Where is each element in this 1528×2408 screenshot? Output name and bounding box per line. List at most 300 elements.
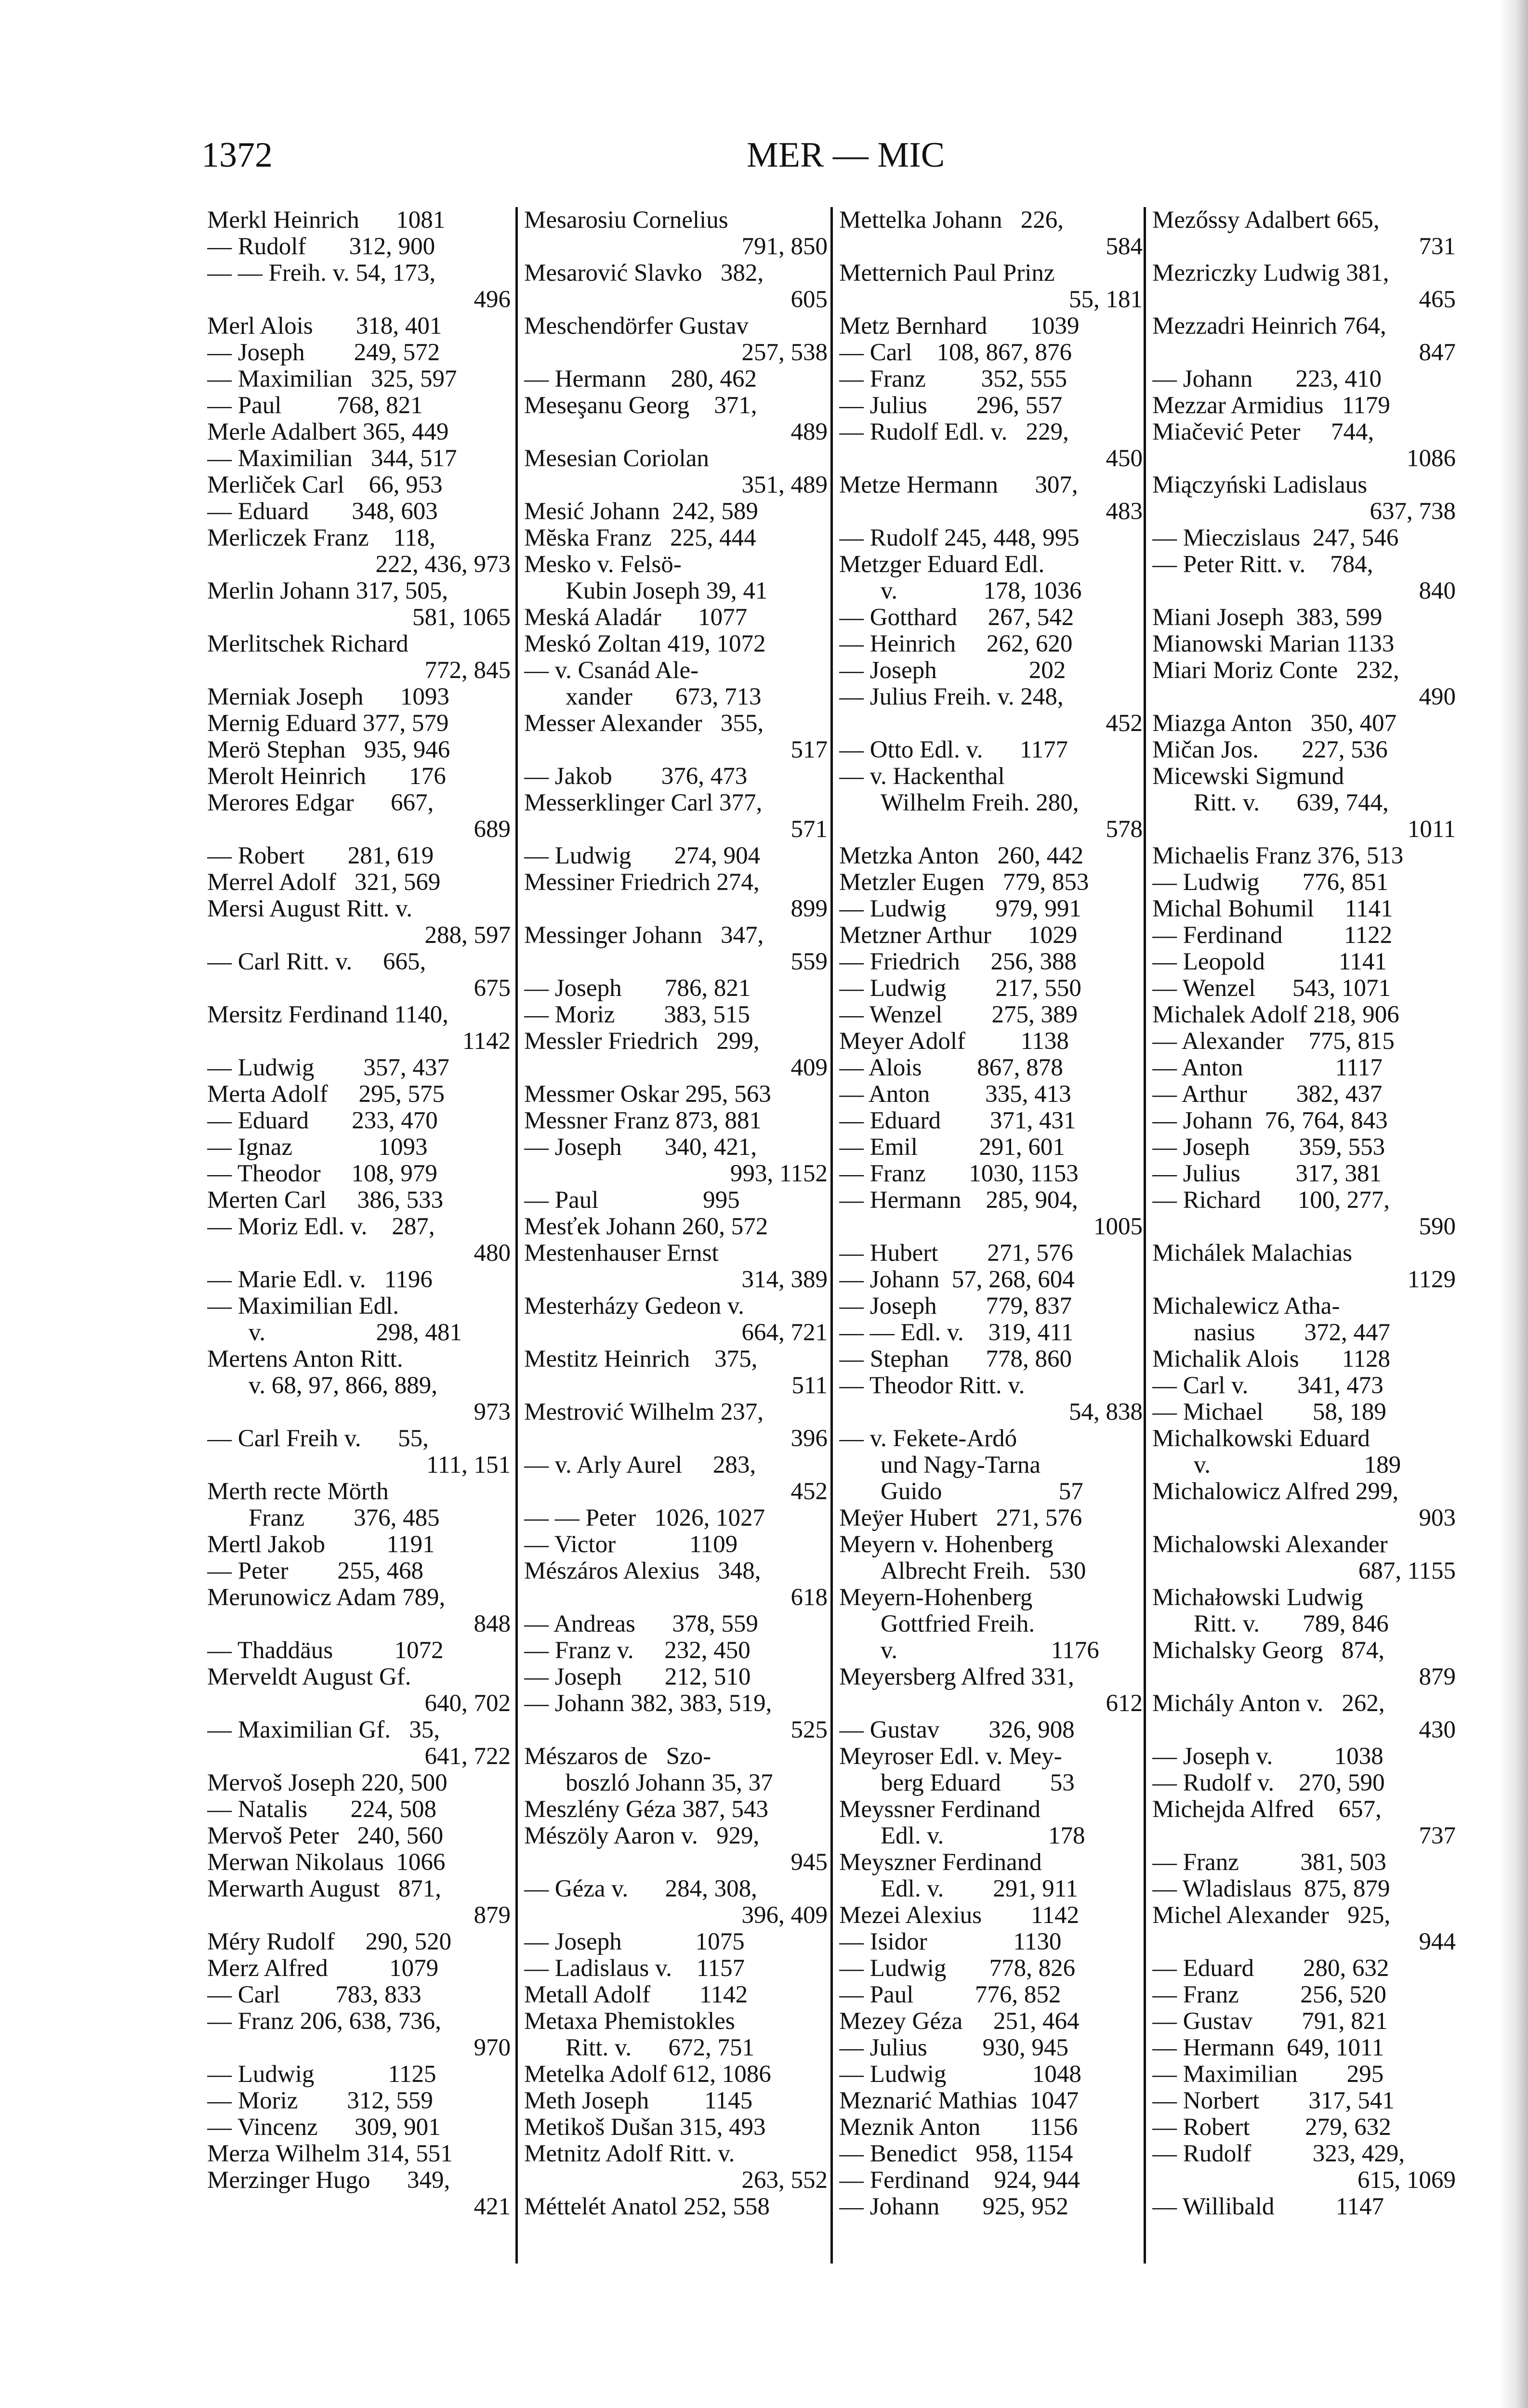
index-line: berg Eduard 53 xyxy=(881,1770,1075,1796)
index-line: — — Edl. v. 319, 411 xyxy=(839,1320,1074,1346)
index-line: — Ludwig 357, 437 xyxy=(207,1055,449,1081)
index-line: — Benedict 958, 1154 xyxy=(839,2141,1073,2167)
index-line: Merlitschek Richard xyxy=(207,631,408,657)
index-line: Meznik Anton 1156 xyxy=(839,2114,1078,2141)
index-line: Metaxa Phemistokles xyxy=(524,2008,735,2035)
index-line: Meyroser Edl. v. Mey- xyxy=(839,1743,1062,1770)
index-line: 689 xyxy=(474,816,511,843)
index-line: — Maximilian Edl. xyxy=(207,1293,399,1320)
page-edge-shadow xyxy=(1499,0,1528,2408)
index-line: 590 xyxy=(1419,1214,1456,1240)
index-column-1 xyxy=(207,207,511,2220)
index-line: Meyern-Hohenberg xyxy=(839,1584,1033,1611)
index-line: — Carl v. 341, 473 xyxy=(1152,1373,1383,1399)
index-line: Merliček Carl 66, 953 xyxy=(207,472,443,498)
index-line: — Norbert 317, 541 xyxy=(1152,2088,1395,2114)
index-line: 879 xyxy=(1419,1664,1456,1690)
index-line: — Gustav 791, 821 xyxy=(1152,2008,1388,2035)
index-line: — v. Arly Aurel 283, xyxy=(524,1452,756,1479)
index-line: Metze Hermann 307, xyxy=(839,472,1078,498)
index-line: — Joseph 779, 837 xyxy=(839,1293,1072,1320)
index-line: — Julius Freih. v. 248, xyxy=(839,684,1064,710)
index-line: 421 xyxy=(474,2194,511,2220)
index-line: — Rudolf 323, 429, xyxy=(1152,2141,1405,2167)
index-line: — Joseph 212, 510 xyxy=(524,1664,751,1690)
index-line: Edl. v. 291, 911 xyxy=(881,1876,1078,1902)
index-line: — Carl Freih v. 55, xyxy=(207,1426,429,1452)
index-line: — Wladislaus 875, 879 xyxy=(1152,1876,1390,1902)
index-line: Michaelis Franz 376, 513 xyxy=(1152,843,1404,869)
index-line: 847 xyxy=(1419,340,1456,366)
index-line: — Michael 58, 189 xyxy=(1152,1399,1386,1426)
index-line: Albrecht Freih. 530 xyxy=(881,1558,1086,1584)
index-line: Mervoš Peter 240, 560 xyxy=(207,1823,444,1849)
index-line: Mertens Anton Ritt. xyxy=(207,1346,403,1373)
index-line: 490 xyxy=(1419,684,1456,710)
index-line: Wilhelm Freih. 280, xyxy=(881,790,1079,816)
index-line: 944 xyxy=(1419,1929,1456,1955)
index-line: v. 189 xyxy=(1194,1452,1401,1479)
index-line: — Mieczislaus 247, 546 xyxy=(1152,525,1399,551)
index-line: — Ferdinand 924, 944 xyxy=(839,2167,1080,2194)
index-line: Michalsky Georg 874, xyxy=(1152,1637,1385,1664)
index-line: — — Freih. v. 54, 173, xyxy=(207,260,436,287)
page-number: 1372 xyxy=(201,135,273,175)
index-line: Metikoš Dušan 315, 493 xyxy=(524,2114,766,2141)
index-line: Miari Moriz Conte 232, xyxy=(1152,657,1399,684)
index-line: — Rudolf v. 270, 590 xyxy=(1152,1770,1385,1796)
index-line: Merrel Adolf 321, 569 xyxy=(207,869,441,896)
index-line: Mezriczky Ludwig 381, xyxy=(1152,260,1389,287)
index-line: Merunowicz Adam 789, xyxy=(207,1584,446,1611)
index-line: — Eduard 371, 431 xyxy=(839,1108,1076,1134)
index-line: — Maximilian 325, 597 xyxy=(207,366,457,393)
index-line: — Anton 1117 xyxy=(1152,1055,1383,1081)
index-line: Merwan Nikolaus 1066 xyxy=(207,1849,446,1876)
index-line: 581, 1065 xyxy=(412,604,511,631)
index-line: Meschendörfer Gustav xyxy=(524,313,749,340)
index-line: xander 673, 713 xyxy=(566,684,762,710)
index-line: — Hermann 285, 904, xyxy=(839,1187,1078,1214)
index-columns xyxy=(207,207,1469,2336)
index-line: Michálek Malachias xyxy=(1152,1240,1352,1267)
index-line: Méttelét Anatol 252, 558 xyxy=(524,2194,770,2220)
index-line: Michalkowski Eduard xyxy=(1152,1426,1370,1452)
index-line: Metzner Arthur 1029 xyxy=(839,922,1078,949)
index-line: — Theodor Ritt. v. xyxy=(839,1373,1025,1399)
index-line: Meská Aladár 1077 xyxy=(524,604,748,631)
index-line: — Stephan 778, 860 xyxy=(839,1346,1072,1373)
index-line: Michel Alexander 925, xyxy=(1152,1902,1391,1929)
index-line: Meszlény Géza 387, 543 xyxy=(524,1796,769,1823)
index-line: — — Peter 1026, 1027 xyxy=(524,1505,765,1531)
index-line: — Ludwig 778, 826 xyxy=(839,1955,1076,1982)
index-line: Messinger Johann 347, xyxy=(524,922,764,949)
index-line: Mesesian Coriolan xyxy=(524,445,709,472)
index-column-4 xyxy=(1152,207,1456,2220)
index-line: Metelka Adolf 612, 1086 xyxy=(524,2061,771,2088)
index-line: 517 xyxy=(790,737,828,763)
index-line: Merniak Joseph 1093 xyxy=(207,684,449,710)
index-line: — Willibald 1147 xyxy=(1152,2194,1384,2220)
index-line: — Géza v. 284, 308, xyxy=(524,1876,757,1902)
index-line: — v. Hackenthal xyxy=(839,763,1005,790)
index-line: — Franz 381, 503 xyxy=(1152,1849,1386,1876)
index-line: — Franz 256, 520 xyxy=(1152,1982,1386,2008)
index-line: 263, 552 xyxy=(741,2167,828,2194)
index-line: — Franz 1030, 1153 xyxy=(839,1161,1079,1187)
index-line: — Johann 223, 410 xyxy=(1152,366,1382,393)
index-line: Merlin Johann 317, 505, xyxy=(207,578,448,604)
index-line: Michal Bohumil 1141 xyxy=(1152,896,1393,922)
index-line: — Alexander 775, 815 xyxy=(1152,1028,1395,1055)
index-line: — Anton 335, 413 xyxy=(839,1081,1071,1108)
index-line: 973 xyxy=(474,1399,511,1426)
index-line: Metz Bernhard 1039 xyxy=(839,313,1080,340)
index-line: Merten Carl 386, 533 xyxy=(207,1187,444,1214)
index-line: — Heinrich 262, 620 xyxy=(839,631,1073,657)
index-line: Michalowski Alexander xyxy=(1152,1531,1388,1558)
index-line: — Carl Ritt. v. 665, xyxy=(207,949,426,975)
index-line: Michejda Alfred 657, xyxy=(1152,1796,1382,1823)
index-line: Merle Adalbert 365, 449 xyxy=(207,419,449,445)
index-line: 737 xyxy=(1419,1823,1456,1849)
index-line: — Jakob 376, 473 xyxy=(524,763,748,790)
index-line: — Ignaz 1093 xyxy=(207,1134,428,1161)
index-line: nasius 372, 447 xyxy=(1194,1320,1390,1346)
index-line: 55, 181 xyxy=(1069,287,1143,313)
index-line: Mészáros Alexius 348, xyxy=(524,1558,761,1584)
index-line: — Richard 100, 277, xyxy=(1152,1187,1390,1214)
index-line: — Peter 255, 468 xyxy=(207,1558,424,1584)
index-line: Meseşanu Georg 371, xyxy=(524,393,757,419)
index-line: Metall Adolf 1142 xyxy=(524,1982,748,2008)
index-line: Meskó Zoltan 419, 1072 xyxy=(524,631,766,657)
index-line: Meznarić Mathias 1047 xyxy=(839,2088,1079,2114)
index-line: 637, 738 xyxy=(1370,498,1456,525)
index-line: — Wenzel 543, 1071 xyxy=(1152,975,1391,1002)
index-line: Mestrović Wilhelm 237, xyxy=(524,1399,764,1426)
index-line: v. 68, 97, 866, 889, xyxy=(249,1373,437,1399)
index-line: — Theodor 108, 979 xyxy=(207,1161,437,1187)
index-line: Michałowski Ludwig xyxy=(1152,1584,1363,1611)
index-line: 993, 1152 xyxy=(730,1161,828,1187)
index-line: Mersitz Ferdinand 1140, xyxy=(207,1002,448,1028)
index-line: Merta Adolf 295, 575 xyxy=(207,1081,445,1108)
index-line: — Eduard 280, 632 xyxy=(1152,1955,1389,1982)
index-line: 578 xyxy=(1106,816,1143,843)
index-line: — Hermann 649, 1011 xyxy=(1152,2035,1384,2061)
index-line: 618 xyxy=(790,1584,828,1611)
index-line: Merth recte Mörth xyxy=(207,1479,389,1505)
index-line: Metnitz Adolf Ritt. v. xyxy=(524,2141,735,2167)
index-line: Miączyński Ladislaus xyxy=(1152,472,1368,498)
index-line: 430 xyxy=(1419,1717,1456,1743)
index-line: Merzinger Hugo 349, xyxy=(207,2167,450,2194)
index-line: 640, 702 xyxy=(424,1690,511,1717)
index-line: Mesťek Johann 260, 572 xyxy=(524,1214,768,1240)
index-line: 840 xyxy=(1419,578,1456,604)
index-line: Mesić Johann 242, 589 xyxy=(524,498,758,525)
index-line: 222, 436, 973 xyxy=(375,551,511,578)
index-line: Merores Edgar 667, xyxy=(207,790,434,816)
index-line: Merveldt August Gf. xyxy=(207,1664,411,1690)
index-line: 452 xyxy=(1106,710,1143,737)
index-line: 480 xyxy=(474,1240,511,1267)
index-line: Messmer Oskar 295, 563 xyxy=(524,1081,771,1108)
index-line: — Franz 352, 555 xyxy=(839,366,1067,393)
index-line: — Hermann 280, 462 xyxy=(524,366,757,393)
index-line: Merwarth August 871, xyxy=(207,1876,441,1902)
index-line: 54, 838 xyxy=(1069,1399,1143,1426)
index-line: Michalowicz Alfred 299, xyxy=(1152,1479,1399,1505)
index-line: und Nagy-Tarna xyxy=(881,1452,1041,1479)
index-line: — Joseph 786, 821 xyxy=(524,975,751,1002)
index-line: Edl. v. 178 xyxy=(881,1823,1085,1849)
index-line: 584 xyxy=(1106,234,1143,260)
index-line: 571 xyxy=(790,816,828,843)
index-line: 489 xyxy=(790,419,828,445)
index-line: — Gustav 326, 908 xyxy=(839,1717,1075,1743)
index-line: — Wenzel 275, 389 xyxy=(839,1002,1078,1028)
index-line: v. 178, 1036 xyxy=(881,578,1082,604)
index-line: — Julius 296, 557 xyxy=(839,393,1063,419)
index-line: — Rudolf Edl. v. 229, xyxy=(839,419,1069,445)
index-line: 257, 538 xyxy=(741,340,828,366)
index-line: — Paul 776, 852 xyxy=(839,1982,1061,2008)
index-line: Franz 376, 485 xyxy=(249,1505,440,1531)
index-line: 848 xyxy=(474,1611,511,1637)
index-line: — Ludwig 776, 851 xyxy=(1152,869,1389,896)
index-line: 879 xyxy=(474,1902,511,1929)
index-line: — Ferdinand 1122 xyxy=(1152,922,1393,949)
index-line: Mettelka Johann 226, xyxy=(839,207,1064,234)
index-line: Mervoš Joseph 220, 500 xyxy=(207,1770,448,1796)
index-line: 1011 xyxy=(1407,816,1456,843)
index-line: — Maximilian 344, 517 xyxy=(207,445,457,472)
index-line: Mestenhauser Ernst xyxy=(524,1240,719,1267)
index-line: — Isidor 1130 xyxy=(839,1929,1062,1955)
index-line: Mezei Alexius 1142 xyxy=(839,1902,1080,1929)
index-line: 496 xyxy=(474,287,511,313)
index-line: — Rudolf 245, 448, 995 xyxy=(839,525,1080,551)
index-line: Mezzar Armidius 1179 xyxy=(1152,393,1390,419)
index-line: Méry Rudolf 290, 520 xyxy=(207,1929,452,1955)
column-rule xyxy=(515,207,518,2264)
index-line: Michalek Adolf 218, 906 xyxy=(1152,1002,1399,1028)
index-line: — Natalis 224, 508 xyxy=(207,1796,436,1823)
index-line: 450 xyxy=(1106,445,1143,472)
index-line: 314, 389 xyxy=(741,1267,828,1293)
index-line: 465 xyxy=(1419,287,1456,313)
index-line: — Moriz 383, 515 xyxy=(524,1002,750,1028)
index-line: — Ludwig 274, 904 xyxy=(524,843,761,869)
index-line: 396 xyxy=(790,1426,828,1452)
index-line: — Thaddäus 1072 xyxy=(207,1637,444,1664)
index-line: Gottfried Freih. xyxy=(881,1611,1035,1637)
index-line: 772, 845 xyxy=(424,657,511,684)
index-line: — v. Fekete-Ardó xyxy=(839,1426,1017,1452)
index-line: 288, 597 xyxy=(424,922,511,949)
index-line: 612 xyxy=(1106,1690,1143,1717)
index-line: — Vincenz 309, 901 xyxy=(207,2114,441,2141)
index-line: 791, 850 xyxy=(741,234,828,260)
index-line: Micewski Sigmund xyxy=(1152,763,1344,790)
index-line: Messner Franz 873, 881 xyxy=(524,1108,762,1134)
index-line: — Joseph 359, 553 xyxy=(1152,1134,1385,1161)
index-line: Mernig Eduard 377, 579 xyxy=(207,710,449,737)
index-line: 452 xyxy=(790,1479,828,1505)
index-line: Mesko v. Felsö- xyxy=(524,551,682,578)
index-line: — Robert 279, 632 xyxy=(1152,2114,1391,2141)
index-line: — Hubert 271, 576 xyxy=(839,1240,1073,1267)
index-line: 945 xyxy=(790,1849,828,1876)
index-line: — Alois 867, 878 xyxy=(839,1055,1063,1081)
index-line: Meyern v. Hohenberg xyxy=(839,1531,1054,1558)
index-line: 396, 409 xyxy=(741,1902,828,1929)
index-column-3 xyxy=(839,207,1143,2220)
index-line: Merkl Heinrich 1081 xyxy=(207,207,446,234)
index-line: — Friedrich 256, 388 xyxy=(839,949,1077,975)
index-line: — Franz 206, 638, 736, xyxy=(207,2008,441,2035)
index-line: — Julius 930, 945 xyxy=(839,2035,1069,2061)
index-line: Mianowski Marian 1133 xyxy=(1152,631,1395,657)
index-line: Miazga Anton 350, 407 xyxy=(1152,710,1397,737)
column-rule xyxy=(1144,207,1146,2264)
index-line: Merliczek Franz 118, xyxy=(207,525,435,551)
index-line: — Victor 1109 xyxy=(524,1531,738,1558)
index-line: Mesterházy Gedeon v. xyxy=(524,1293,744,1320)
index-line: Merö Stephan 935, 946 xyxy=(207,737,450,763)
index-line: — Arthur 382, 437 xyxy=(1152,1081,1383,1108)
index-line: 1086 xyxy=(1407,445,1456,472)
index-line: Kubin Joseph 39, 41 xyxy=(566,578,768,604)
index-line: — Johann 57, 268, 604 xyxy=(839,1267,1075,1293)
index-line: 687, 1155 xyxy=(1358,1558,1456,1584)
index-line: — Paul 768, 821 xyxy=(207,393,423,419)
index-line: Mersi August Ritt. v. xyxy=(207,896,412,922)
index-line: Metzger Eduard Edl. xyxy=(839,551,1045,578)
index-line: — v. Csanád Ale- xyxy=(524,657,699,684)
index-line: 1129 xyxy=(1407,1267,1456,1293)
index-line: 731 xyxy=(1419,234,1456,260)
index-line: Mezőssy Adalbert 665, xyxy=(1152,207,1380,234)
index-line: Merz Alfred 1079 xyxy=(207,1955,439,1982)
index-line: — Moriz Edl. v. 287, xyxy=(207,1214,435,1240)
index-line: 111, 151 xyxy=(426,1452,511,1479)
index-line: — Otto Edl. v. 1177 xyxy=(839,737,1068,763)
index-line: — Andreas 378, 559 xyxy=(524,1611,758,1637)
index-line: — Joseph 249, 572 xyxy=(207,340,440,366)
index-line: 605 xyxy=(790,287,828,313)
index-line: Mestitz Heinrich 375, xyxy=(524,1346,758,1373)
index-line: — Ludwig 979, 991 xyxy=(839,896,1081,922)
index-line: Meÿer Hubert 271, 576 xyxy=(839,1505,1082,1531)
index-line: Guido 57 xyxy=(881,1479,1083,1505)
index-line: v. 298, 481 xyxy=(249,1320,462,1346)
index-line: 970 xyxy=(474,2035,511,2061)
index-line: — Johann 925, 952 xyxy=(839,2194,1068,2220)
index-line: boszló Johann 35, 37 xyxy=(566,1770,773,1796)
index-line: 615, 1069 xyxy=(1357,2167,1456,2194)
index-line: Miani Joseph 383, 599 xyxy=(1152,604,1383,631)
index-line: — Carl 108, 867, 876 xyxy=(839,340,1072,366)
index-line: Messerklinger Carl 377, xyxy=(524,790,763,816)
index-line: Michály Anton v. 262, xyxy=(1152,1690,1385,1717)
index-line: — Robert 281, 619 xyxy=(207,843,434,869)
index-line: — Paul 995 xyxy=(524,1187,740,1214)
index-line: — Ludwig 1125 xyxy=(207,2061,436,2088)
index-line: — Joseph 340, 421, xyxy=(524,1134,757,1161)
index-line: Mĕska Franz 225, 444 xyxy=(524,525,756,551)
index-line: Mezzadri Heinrich 764, xyxy=(1152,313,1386,340)
column-rule xyxy=(830,207,833,2264)
index-line: 899 xyxy=(790,896,828,922)
index-line: Mészöly Aaron v. 929, xyxy=(524,1823,760,1849)
index-line: — Ladislaus v. 1157 xyxy=(524,1955,745,1982)
index-line: Mičan Jos. 227, 536 xyxy=(1152,737,1388,763)
index-line: Ritt. v. 639, 744, xyxy=(1194,790,1389,816)
index-line: — Maximilian 295 xyxy=(1152,2061,1384,2088)
index-line: — Carl 783, 833 xyxy=(207,1982,422,2008)
index-line: Mesarović Slavko 382, xyxy=(524,260,764,287)
index-line: Metternich Paul Prinz xyxy=(839,260,1055,287)
index-line: Meth Joseph 1145 xyxy=(524,2088,753,2114)
index-line: Metzka Anton 260, 442 xyxy=(839,843,1084,869)
index-line: 675 xyxy=(474,975,511,1002)
index-line: — Julius 317, 381 xyxy=(1152,1161,1382,1187)
index-line: Michalewicz Atha- xyxy=(1152,1293,1340,1320)
index-line: 483 xyxy=(1106,498,1143,525)
index-line: 525 xyxy=(790,1717,828,1743)
index-line: Messiner Friedrich 274, xyxy=(524,869,760,896)
index-line: Michalik Alois 1128 xyxy=(1152,1346,1390,1373)
index-line: — Peter Ritt. v. 784, xyxy=(1152,551,1373,578)
index-line: — Moriz 312, 559 xyxy=(207,2088,433,2114)
index-line: Ritt. v. 672, 751 xyxy=(566,2035,754,2061)
index-line: — Ludwig 217, 550 xyxy=(839,975,1081,1002)
index-line: 511 xyxy=(791,1373,828,1399)
index-line: Messler Friedrich 299, xyxy=(524,1028,760,1055)
index-line: Meyssner Ferdinand xyxy=(839,1796,1041,1823)
index-line: — Joseph v. 1038 xyxy=(1152,1743,1383,1770)
index-line: — Joseph 1075 xyxy=(524,1929,745,1955)
index-line: Meyersberg Alfred 331, xyxy=(839,1664,1074,1690)
index-line: Merolt Heinrich 176 xyxy=(207,763,446,790)
index-line: — Johann 382, 383, 519, xyxy=(524,1690,772,1717)
index-line: Ritt. v. 789, 846 xyxy=(1194,1611,1389,1637)
index-line: Meyer Adolf 1138 xyxy=(839,1028,1069,1055)
index-line: — Eduard 233, 470 xyxy=(207,1108,438,1134)
index-line: — Johann 76, 764, 843 xyxy=(1152,1108,1388,1134)
index-line: Merl Alois 318, 401 xyxy=(207,313,442,340)
index-line: Meyszner Ferdinand xyxy=(839,1849,1042,1876)
index-line: Messer Alexander 355, xyxy=(524,710,764,737)
index-line: — Emil 291, 601 xyxy=(839,1134,1065,1161)
index-line: v. 1176 xyxy=(881,1637,1099,1664)
index-line: 559 xyxy=(790,949,828,975)
index-line: — Joseph 202 xyxy=(839,657,1066,684)
index-line: Metzler Eugen 779, 853 xyxy=(839,869,1089,896)
index-line: Miačević Peter 744, xyxy=(1152,419,1374,445)
index-line: 664, 721 xyxy=(741,1320,828,1346)
index-line: — Ludwig 1048 xyxy=(839,2061,1081,2088)
index-column-2 xyxy=(524,207,828,2220)
index-line: 903 xyxy=(1419,1505,1456,1531)
running-head: MER — MIC xyxy=(747,135,945,175)
index-line: — Leopold 1141 xyxy=(1152,949,1387,975)
index-line: Mezey Géza 251, 464 xyxy=(839,2008,1080,2035)
